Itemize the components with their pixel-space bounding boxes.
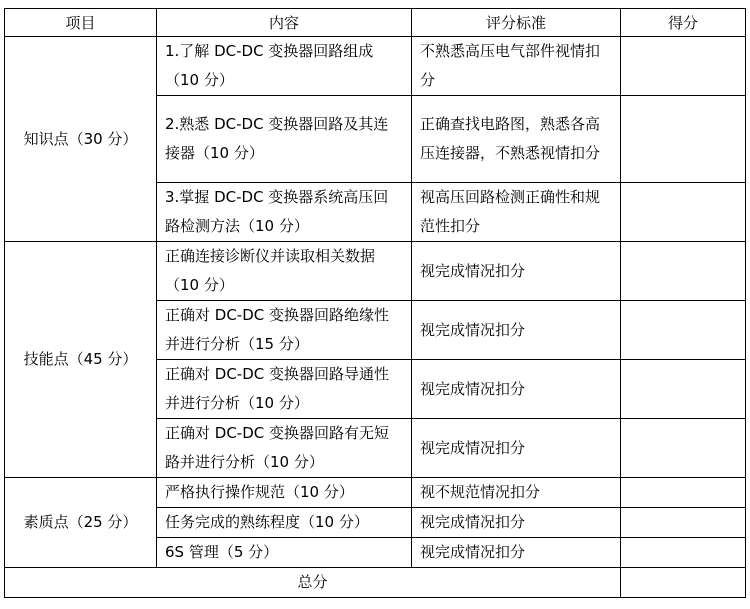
- content-cell: 严格执行操作规范（10 分）: [157, 478, 412, 508]
- content-cell: 正确对 DC-DC 变换器回路绝缘性并进行分析（15 分）: [157, 301, 412, 360]
- score-cell[interactable]: [621, 538, 746, 568]
- content-cell: 2.熟悉 DC-DC 变换器回路及其连接器（10 分）: [157, 96, 412, 183]
- score-cell[interactable]: [621, 360, 746, 419]
- header-score: 得分: [621, 9, 746, 37]
- category-knowledge: 知识点（30 分）: [5, 37, 157, 242]
- category-skills: 技能点（45 分）: [5, 242, 157, 478]
- criteria-cell: 视完成情况扣分: [412, 242, 621, 301]
- score-cell[interactable]: [621, 508, 746, 538]
- table-row: [5, 478, 746, 508]
- criteria-cell: 视完成情况扣分: [412, 360, 621, 419]
- score-cell[interactable]: [621, 301, 746, 360]
- content-cell: 3.掌握 DC-DC 变换器系统高压回路检测方法（10 分）: [157, 183, 412, 242]
- scoring-table: [4, 8, 746, 598]
- score-cell[interactable]: [621, 96, 746, 183]
- criteria-cell: 视不规范情况扣分: [412, 478, 621, 508]
- criteria-cell: 视完成情况扣分: [412, 419, 621, 478]
- criteria-cell: 视完成情况扣分: [412, 301, 621, 360]
- total-row: [5, 568, 746, 598]
- score-cell[interactable]: [621, 478, 746, 508]
- criteria-cell: 视高压回路检测正确性和规范性扣分: [412, 183, 621, 242]
- content-cell: 正确对 DC-DC 变换器回路导通性并进行分析（10 分）: [157, 360, 412, 419]
- total-label: 总分: [5, 568, 621, 598]
- total-score-cell[interactable]: [621, 568, 746, 598]
- content-cell: 正确连接诊断仪并读取相关数据（10 分）: [157, 242, 412, 301]
- content-cell: 6S 管理（5 分）: [157, 538, 412, 568]
- criteria-cell: 正确查找电路图，熟悉各高压连接器，不熟悉视情扣分: [412, 96, 621, 183]
- header-content: 内容: [157, 9, 412, 37]
- header-project: 项目: [5, 9, 157, 37]
- header-criteria: 评分标准: [412, 9, 621, 37]
- criteria-cell: 不熟悉高压电气部件视情扣分: [412, 37, 621, 96]
- criteria-cell: 视完成情况扣分: [412, 538, 621, 568]
- score-cell[interactable]: [621, 242, 746, 301]
- table-row: [5, 37, 746, 96]
- content-cell: 1.了解 DC-DC 变换器回路组成（10 分）: [157, 37, 412, 96]
- score-cell[interactable]: [621, 37, 746, 96]
- category-quality: 素质点（25 分）: [5, 478, 157, 568]
- header-row: [5, 9, 746, 37]
- score-cell[interactable]: [621, 419, 746, 478]
- score-cell[interactable]: [621, 183, 746, 242]
- content-cell: 正确对 DC-DC 变换器回路有无短路并进行分析（10 分）: [157, 419, 412, 478]
- scoring-table-wrapper: [4, 8, 746, 598]
- content-cell: 任务完成的熟练程度（10 分）: [157, 508, 412, 538]
- table-row: [5, 242, 746, 301]
- criteria-cell: 视完成情况扣分: [412, 508, 621, 538]
